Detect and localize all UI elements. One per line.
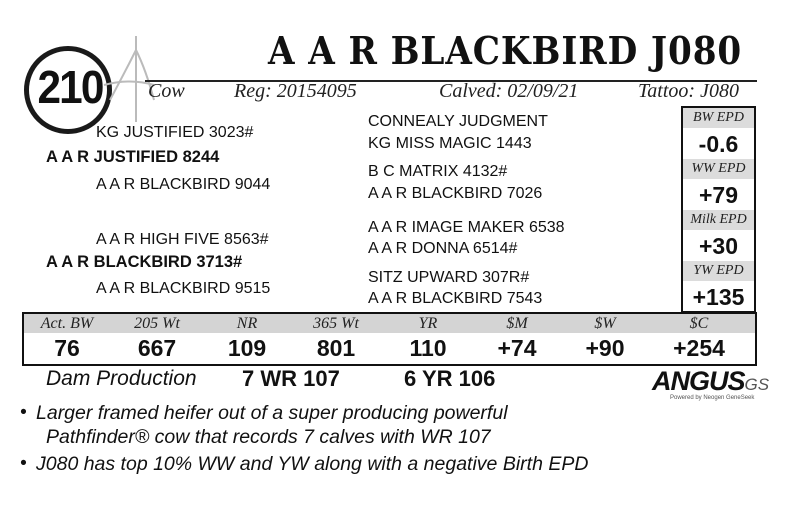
yw-epd-value: +135 — [692, 284, 745, 310]
dam: A A R BLACKBIRD 3713# — [46, 253, 243, 271]
sire-sire: KG JUSTIFIED 3023# — [96, 124, 254, 141]
ww-epd-label: WW EPD — [683, 159, 754, 179]
bw-epd-label: BW EPD — [683, 108, 754, 128]
dam-yr: 6 YR 106 — [404, 366, 496, 391]
dam-sire: A A R HIGH FIVE 8563# — [96, 231, 269, 248]
milk-epd-value: +30 — [698, 233, 738, 259]
ggp-6: A A R DONNA 6514# — [368, 240, 518, 257]
ggp-8: A A R BLACKBIRD 7543 — [368, 290, 543, 307]
tattoo: Tattoo: J080 — [638, 80, 739, 102]
sire: A A R JUSTIFIED 8244 — [46, 148, 220, 166]
angus-gs-logo — [652, 368, 769, 398]
logo-brand: ANGUS — [652, 366, 745, 396]
perf-label: 205 Wt — [134, 315, 180, 332]
note-bullet-2: • — [20, 453, 27, 474]
ggp-2: KG MISS MAGIC 1443 — [368, 135, 532, 152]
yw-epd-label: YW EPD — [683, 261, 754, 281]
dam-production-label: Dam Production — [46, 367, 197, 390]
perf-dollar-m — [472, 314, 562, 363]
note-2-line-1: J080 has top 10% WW and YW along with a negative Birth EPD — [36, 453, 589, 475]
ggp-4: A A R BLACKBIRD 7026 — [368, 185, 543, 202]
animal-sex: Cow — [148, 80, 185, 102]
perf-label: Act. BW — [40, 315, 94, 332]
note-1-line-2: Pathfinder® cow that records 7 calves with WR 107 — [46, 426, 491, 448]
perf-dollar-c — [654, 314, 744, 363]
perf-value: +74 — [497, 335, 537, 361]
perf-value: +90 — [585, 335, 625, 361]
perf-label: $W — [594, 315, 616, 332]
perf-value: 76 — [54, 335, 80, 361]
perf-205-wt — [112, 314, 202, 363]
ww-epd-value: +79 — [698, 182, 738, 208]
ggp-3: B C MATRIX 4132# — [368, 163, 508, 180]
perf-yr — [383, 314, 473, 363]
registration-number: Reg: 20154095 — [234, 80, 357, 102]
perf-nr — [202, 314, 292, 363]
perf-value: 110 — [409, 335, 447, 361]
perf-label: $M — [506, 315, 528, 332]
ggp-1: CONNEALY JUDGMENT — [368, 113, 548, 130]
calved-date: Calved: 02/09/21 — [439, 80, 579, 102]
perf-label: YR — [418, 315, 438, 332]
perf-label: $C — [689, 315, 709, 332]
animal-name: A A R BLACKBIRD J080 — [268, 28, 743, 73]
note-bullet-1: • — [20, 402, 27, 423]
perf-value: 109 — [227, 335, 267, 361]
perf-label: NR — [236, 315, 258, 332]
perf-value: 667 — [137, 335, 177, 361]
perf-365-wt — [291, 314, 381, 363]
note-1-line-1: Larger framed heifer out of a super producing powerful — [36, 402, 508, 424]
milk-epd-label: Milk EPD — [683, 210, 754, 230]
sire-dam: A A R BLACKBIRD 9044 — [96, 176, 271, 193]
logo-suffix: GS — [744, 375, 770, 394]
performance-table — [22, 312, 757, 366]
ggp-5: A A R IMAGE MAKER 6538 — [368, 219, 565, 236]
logo-tagline: Powered by Neogen GeneSeek — [670, 395, 755, 401]
dam-dam: A A R BLACKBIRD 9515 — [96, 280, 271, 297]
bw-epd-value: -0.6 — [698, 131, 739, 157]
perf-dollar-w — [560, 314, 650, 363]
dam-wr: 7 WR 107 — [242, 366, 340, 391]
perf-label: 365 Wt — [313, 315, 359, 332]
perf-value: 801 — [316, 335, 356, 361]
perf-value: +254 — [673, 335, 725, 361]
ggp-7: SITZ UPWARD 307R# — [368, 269, 530, 286]
lot-number: 210 — [37, 61, 103, 113]
perf-act-bw — [22, 314, 112, 363]
epd-panel — [681, 106, 756, 313]
